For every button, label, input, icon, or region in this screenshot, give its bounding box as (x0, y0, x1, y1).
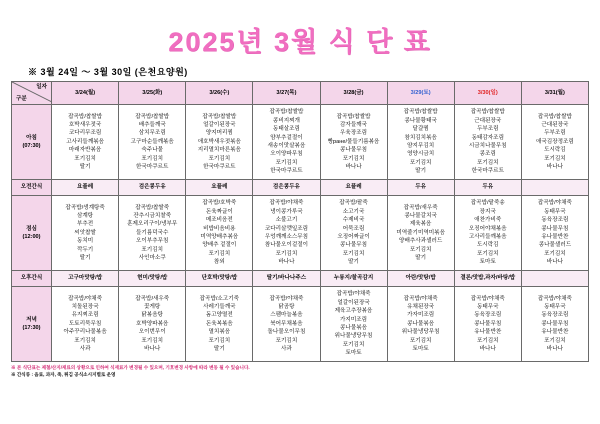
menu-item: 마래자반볶음 (68, 147, 102, 154)
menu-item: 포기김치 (141, 337, 164, 344)
menu-item: 포기김치 (208, 337, 231, 344)
menu-item: 북어무채볶음 (270, 320, 303, 327)
corner-day-label: 일자 (36, 84, 48, 90)
menu-item: 포기김치 (342, 250, 365, 257)
menu-item: 오이부추무침 (136, 238, 169, 245)
menu-item: 달걀찜 (412, 126, 429, 133)
menu-item: 잡곡밥/찹쌀밥 (336, 113, 371, 120)
menu-item: 잡곡밥/야채죽 (403, 295, 438, 302)
meal-cell (253, 196, 320, 271)
meal-row-dinner (12, 287, 589, 362)
menu-item: 콩나물무침 (340, 147, 368, 154)
menu-item: 어묵조림 (342, 225, 365, 232)
menu-item: 장지국 (479, 208, 496, 215)
menu-item: 콩나물갈치국 (404, 213, 437, 220)
menu-item: 수제비국 (342, 217, 365, 224)
menu-item: 아주꾸리나물볶음 (63, 329, 107, 336)
menu-item: 애국김장정조림 (536, 138, 574, 145)
menu-item: 잡곡밥/팥죽송 (470, 200, 505, 207)
menu-item: 양지머리찜 (205, 130, 233, 137)
menu-item: 코다리무조림 (68, 130, 102, 137)
menu-item: 토마토 (479, 259, 496, 266)
snack-cell (521, 271, 588, 287)
menu-item: 포기김치 (476, 159, 499, 166)
menu-item: 잡곡밥/야채죽 (336, 291, 371, 298)
menu-item: 콩조림 (479, 151, 496, 158)
day-header-1: 3/25(화) (119, 82, 186, 105)
menu-item: 유나물반찬 (474, 329, 502, 336)
date-range-subheading: ※ 3월 24일 ～ 3월 30일 (은천요양원) (28, 67, 188, 77)
menu-item: 오징어야채볶음 (468, 225, 507, 232)
menu-item: 잡곡밥/찹쌀밥 (68, 113, 103, 120)
menu-item: 치돌된장국 (71, 304, 99, 311)
menu-item: 동태무국 (544, 208, 566, 215)
menu-item: 영양시금치 (407, 151, 435, 158)
menu-item: 포기김치 (409, 246, 432, 253)
corner-category-label: 구분 (16, 95, 27, 102)
menu-item: 콩나물볶음 (407, 320, 435, 327)
meal-row-breakfast (12, 105, 589, 180)
menu-item: 미역양배추볶음 (200, 234, 239, 240)
menu-item: 잡곡밥/야채죽 (470, 295, 505, 302)
menu-item: 잡곡밥/야채죽 (68, 295, 103, 302)
menu-item: 도토리묵무침 (68, 320, 102, 327)
menu-item: 바나나 (345, 163, 362, 170)
menu-item: 얼갈이된장국 (203, 122, 236, 129)
menu-item: 돔고양멸전 (205, 312, 233, 319)
meal-cell (521, 105, 588, 180)
corner-header-cell (12, 82, 52, 105)
meal-cell (253, 105, 320, 180)
meal-cell (119, 287, 186, 362)
menu-item: 씨앗찹쌀 (74, 229, 96, 236)
menu-item: 토마토 (412, 345, 429, 352)
menu-item: 근대된장국 (541, 122, 569, 129)
menu-item: 시금치나물무침 (468, 143, 507, 149)
snack-cell: 두유 (454, 180, 521, 196)
menu-item: 두부조림 (544, 130, 566, 137)
menu-item: 고사리들깨볶음 (468, 234, 507, 240)
menu-item: 돈육복볶음 (205, 320, 233, 327)
snack-cell: 검은콩두유 (253, 180, 320, 196)
menu-item: 가지미조림 (340, 316, 368, 323)
menu-item: 잡곡밥/새우죽 (403, 204, 438, 211)
menu-item: 딸기 (213, 345, 225, 352)
menu-item: 소고기국 (342, 208, 365, 215)
menu-item: 근대된장국 (474, 117, 502, 124)
menu-item: 사과 (281, 345, 292, 352)
menu-item: 포기김치 (342, 341, 365, 348)
menu-item: 바나나 (278, 259, 295, 266)
menu-item: 비밥비음비용 (203, 225, 236, 232)
snack-cell: 두유 (387, 180, 454, 196)
row-label-lunch (12, 196, 52, 271)
menu-item: 동태살조림 (272, 126, 300, 133)
menu-item: 미역줄기미역미볶음 (396, 229, 445, 236)
row-label-dinner-time: (17:30) (22, 325, 41, 331)
menu-item: 포기김치 (544, 155, 566, 162)
menu-item: 새송이맛살볶음 (267, 143, 306, 149)
menu-item: 동육장조림 (541, 217, 569, 224)
meal-row-lunch (12, 196, 589, 271)
snack-cell: 검은콩두유 (119, 180, 186, 196)
menu-item: 양배추사과샐러드 (399, 238, 443, 245)
meal-cell (253, 287, 320, 362)
snack-cell: 단호박/맛탕/밥 (186, 271, 253, 287)
menu-item: 딸기 (79, 163, 91, 170)
menu-item: 잡곡밥/야채죽 (269, 200, 304, 207)
menu-item: 잡곡밥/소고기죽 (199, 295, 240, 302)
menu-item: 바나나 (546, 345, 564, 352)
menu-item: 잡곡밥/야채죽 (269, 295, 304, 302)
row-label-morning-snack: 오전간식 (12, 180, 52, 196)
menu-item: 위나물냉당무침 (401, 329, 440, 336)
menu-item: 양배추 겉절이 (202, 242, 237, 249)
meal-cell (52, 196, 119, 271)
menu-item: 오이양파무침 (270, 151, 303, 158)
menu-item: 잡곡밥/야채죽 (537, 200, 572, 207)
menu-item: 참외 (213, 259, 225, 266)
menu-item: 콩나물무침 (541, 225, 569, 232)
row-label-dinner (12, 287, 52, 362)
table-body (12, 105, 589, 362)
menu-item: 토마토 (345, 350, 362, 357)
meal-cell (52, 287, 119, 362)
snack-row-morning (12, 180, 589, 196)
menu-item: 숙주나물 (141, 147, 164, 154)
menu-item: 들기름덕국수 (136, 229, 169, 236)
menu-item: 애호박새우젓볶음 (197, 138, 241, 145)
day-header-2: 3/26(수) (186, 82, 253, 105)
menu-item: 닭곰탕 (278, 304, 295, 311)
menu-item: 포기김치 (74, 337, 96, 344)
menu-item: 삼치무조림 (138, 130, 166, 137)
menu-item: 콩나물무침 (474, 320, 502, 327)
menu-item: 얌부추겉절이 (270, 134, 303, 141)
menu-item: 훈제오리구이/냉부무 (127, 221, 178, 228)
menu-item: 제육고추장볶음 (334, 308, 373, 315)
menu-item: 포기김치 (275, 337, 298, 344)
snack-cell: 요플레 (186, 180, 253, 196)
meal-cell (52, 105, 119, 180)
menu-item: 빵ране/물들기름볶음 (327, 138, 380, 145)
menu-item: 잡곡밥/새우죽 (135, 295, 170, 302)
menu-item: 잡곡밥/찹쌀밥 (403, 109, 438, 116)
snack-cell (521, 180, 588, 196)
menu-item: 고사리들깨볶음 (66, 138, 105, 145)
menu-item: 소불고기 (275, 217, 298, 224)
meal-cell (186, 287, 253, 362)
snack-cell: 딸기/바나나주스 (253, 271, 320, 287)
menu-item: 메조비음전 (205, 217, 233, 224)
menu-item: 호박양파볶음 (136, 320, 169, 327)
menu-item: 동치미 (77, 238, 94, 245)
menu-item: 포기김치 (409, 337, 432, 344)
menu-item: 삼계탕 (77, 213, 94, 220)
menu-item: 딸기 (79, 254, 91, 261)
meal-cell (387, 196, 454, 271)
menu-item: 콩나물황태국 (404, 117, 437, 124)
row-label-lunch-name: 점심 (26, 225, 37, 232)
day-header-3: 3/27(목) (253, 82, 320, 105)
menu-item: 냉이콩가루국 (270, 208, 303, 215)
footnote-2: ※ 간식류 : 음료, 과자, 죽, 튀김 공식소시지별로 운영 (11, 371, 116, 377)
menu-item: 배추들깨국 (138, 122, 166, 129)
menu-item: 감자들깨국 (340, 122, 368, 129)
menu-item: 가자미조림 (407, 312, 435, 319)
menu-item: 동태무국 (476, 304, 499, 311)
menu-item: 사레기들깨국 (203, 304, 236, 311)
menu-item: 오이번무이 (138, 329, 166, 336)
menu-item: 도시락김 (476, 242, 499, 249)
menu-item: 포기김치 (544, 250, 566, 257)
menu-item: 얌지무김치 (407, 143, 435, 149)
menu-item: 잡곡밥/찹쌀밥 (537, 113, 572, 120)
snack-row-afternoon (12, 271, 589, 287)
menu-item: 꽃게탕 (144, 304, 161, 311)
menu-item: 콩나물무침 (340, 242, 368, 249)
menu-item: 사과 (79, 345, 91, 352)
menu-item: 한국마쿠르트 (203, 163, 236, 170)
menu-item: 유채된장국 (407, 304, 435, 311)
day-header-7: 3/31(월) (521, 82, 588, 105)
menu-item: 동육장조림 (474, 312, 502, 319)
row-label-breakfast (12, 105, 52, 180)
snack-cell: 결론/맛밥,과자/바탕/밥 (454, 271, 521, 287)
day-header-6: 3/30(일) (454, 82, 521, 105)
menu-item: 바나나 (546, 259, 564, 266)
menu-item: 유나물반찬 (541, 234, 569, 240)
menu-item: 잡곡밥/찹쌀밥 (135, 113, 170, 120)
menu-item: 잔추시금치찰죽 (133, 213, 172, 220)
meal-cell (320, 287, 387, 362)
menu-item: 동육장조림 (541, 312, 569, 319)
day-header-0: 3/24(월) (52, 82, 119, 105)
menu-item: 포기김치 (208, 155, 231, 162)
meal-cell (119, 105, 186, 180)
meal-cell (454, 105, 521, 180)
footnote-1: ※ 본 식단표는 제철/산지/재료의 상황으로 인하여 식재료가 변경될 수 있으며, 기호변경 사항에 따라 변동 될 수 있습니다. (11, 365, 250, 370)
menu-item: 콩나물샐러드 (538, 242, 572, 249)
snack-cell: 아란/맛탕/밥 (387, 271, 454, 287)
snack-cell: 고구마맛탕/밥 (52, 271, 119, 287)
menu-item: 잡곡밥/찹쌀밥 (202, 113, 237, 120)
menu-item: 스팸마늘볶음 (270, 312, 303, 319)
menu-item: 코다리살깻잎조림 (264, 225, 309, 232)
meal-cell (387, 105, 454, 180)
menu-item: 위나물냉당무침 (334, 333, 373, 340)
menu-item: 잡곡밥/찹쌀밥 (269, 109, 304, 116)
menu-item: 바나나 (479, 345, 496, 352)
menu-item: 포기김치 (342, 155, 365, 162)
menu-item: 오징어짜글이 (337, 234, 370, 240)
snack-cell: 요플레 (320, 180, 387, 196)
meal-cell (320, 196, 387, 271)
row-label-breakfast-time: (07:30) (22, 143, 41, 149)
menu-item: 딸기 (348, 259, 359, 266)
menu-item: 한국마쿠르트 (270, 168, 303, 175)
menu-item: 잡곡밥/찹쌀죽 (135, 204, 170, 211)
menu-item: 콩나물볶음 (340, 325, 368, 331)
menu-item: 사인마소쿠 (138, 254, 166, 261)
page-title: 2025년 3월 식 단 표 (168, 27, 432, 57)
menu-item: 딸기 (415, 168, 427, 175)
menu-item: 잡곡밥/호박죽 (202, 200, 237, 207)
menu-item: 포기김치 (141, 246, 164, 253)
menu-item: 잡곡밥/찹쌀밥 (470, 109, 505, 116)
row-label-afternoon-snack: 오후간식 (12, 271, 52, 287)
menu-item: 멸치볶음 (208, 329, 231, 336)
meal-cell (186, 105, 253, 180)
menu-item: 참나물오이겉절이 (264, 242, 309, 249)
menu-item: 바나나 (546, 163, 564, 170)
table-header-row (12, 82, 589, 105)
menu-item: 잡곡밥/생계탕죽 (65, 204, 105, 211)
menu-item: 두부조림 (476, 126, 499, 133)
meal-cell (521, 196, 588, 271)
menu-item: 호박새우젓국 (68, 122, 102, 129)
menu-item: 콩나물무침 (541, 320, 569, 327)
menu-item: 유나물반찬 (541, 329, 569, 336)
menu-item: 지리멸치마른볶음 (197, 147, 241, 154)
meal-cell (387, 287, 454, 362)
menu-item: 포기김치 (208, 250, 231, 257)
row-label-lunch-time: (12:00) (22, 234, 41, 240)
menu-item: 포기김치 (141, 155, 164, 162)
menu-item: 한국마쿠르트 (471, 168, 504, 175)
menu-item: 유지찌조림 (71, 312, 99, 319)
menu-item: 동태감자조림 (471, 134, 504, 141)
meal-cell (320, 105, 387, 180)
menu-item: 한국마쿠르트 (136, 163, 169, 170)
day-header-5: 3/29(토) (387, 82, 454, 105)
menu-item: 도시락김 (544, 147, 566, 154)
menu-item: 우엉깨깨소스무침 (264, 234, 309, 240)
row-label-breakfast-name: 아침 (26, 134, 37, 141)
meal-cell (454, 196, 521, 271)
menu-item: 잡곡밥/팥죽 (339, 200, 368, 207)
menu-item: 콩비지찌개 (272, 117, 300, 124)
menu-item: 제육볶음 (409, 221, 432, 228)
menu-item: 깍두기 (77, 246, 94, 253)
snack-cell: 요플레 (52, 180, 119, 196)
menu-item: 포기김치 (275, 250, 298, 257)
menu-item: 애찬가비죽 (474, 217, 502, 224)
menu-item: 동태무국 (544, 304, 566, 311)
menu-item: 우육장조림 (340, 130, 368, 137)
menu-item: 얼갈이된장국 (337, 299, 370, 306)
menu-item: 포기김치 (544, 337, 566, 344)
menu-item: 바나나 (144, 345, 161, 352)
menu-item: 고구마순들깨볶음 (130, 138, 174, 145)
meal-cell (521, 287, 588, 362)
meal-cell (119, 196, 186, 271)
menu-item: 부추전 (77, 221, 94, 228)
menu-item: 포기김치 (74, 155, 96, 162)
menu-item: 참치김치볶음 (404, 134, 437, 141)
meal-cell (454, 287, 521, 362)
menu-item: 돌나물오이무침 (267, 329, 306, 336)
snack-cell: 현미/맛탕/밥 (119, 271, 186, 287)
meal-cell (186, 196, 253, 271)
footnotes (11, 365, 589, 379)
menu-item: 포기김치 (409, 159, 432, 166)
menu-item: 잡곡밥/야채죽 (537, 295, 572, 302)
menu-item: 딸기 (415, 254, 427, 261)
menu-item: 포기김치 (275, 159, 298, 166)
menu-item: 돈육짜글이 (205, 208, 233, 215)
weekly-menu-table (11, 81, 589, 362)
snack-cell: 누룽지/찰곡감지 (320, 271, 387, 287)
day-header-4: 3/28(금) (320, 82, 387, 105)
row-label-dinner-name: 저녁 (26, 316, 37, 323)
menu-item: 닭볶음탕 (141, 312, 164, 319)
menu-item: 포기김치 (476, 337, 499, 344)
menu-item: 포기김치 (476, 250, 499, 257)
